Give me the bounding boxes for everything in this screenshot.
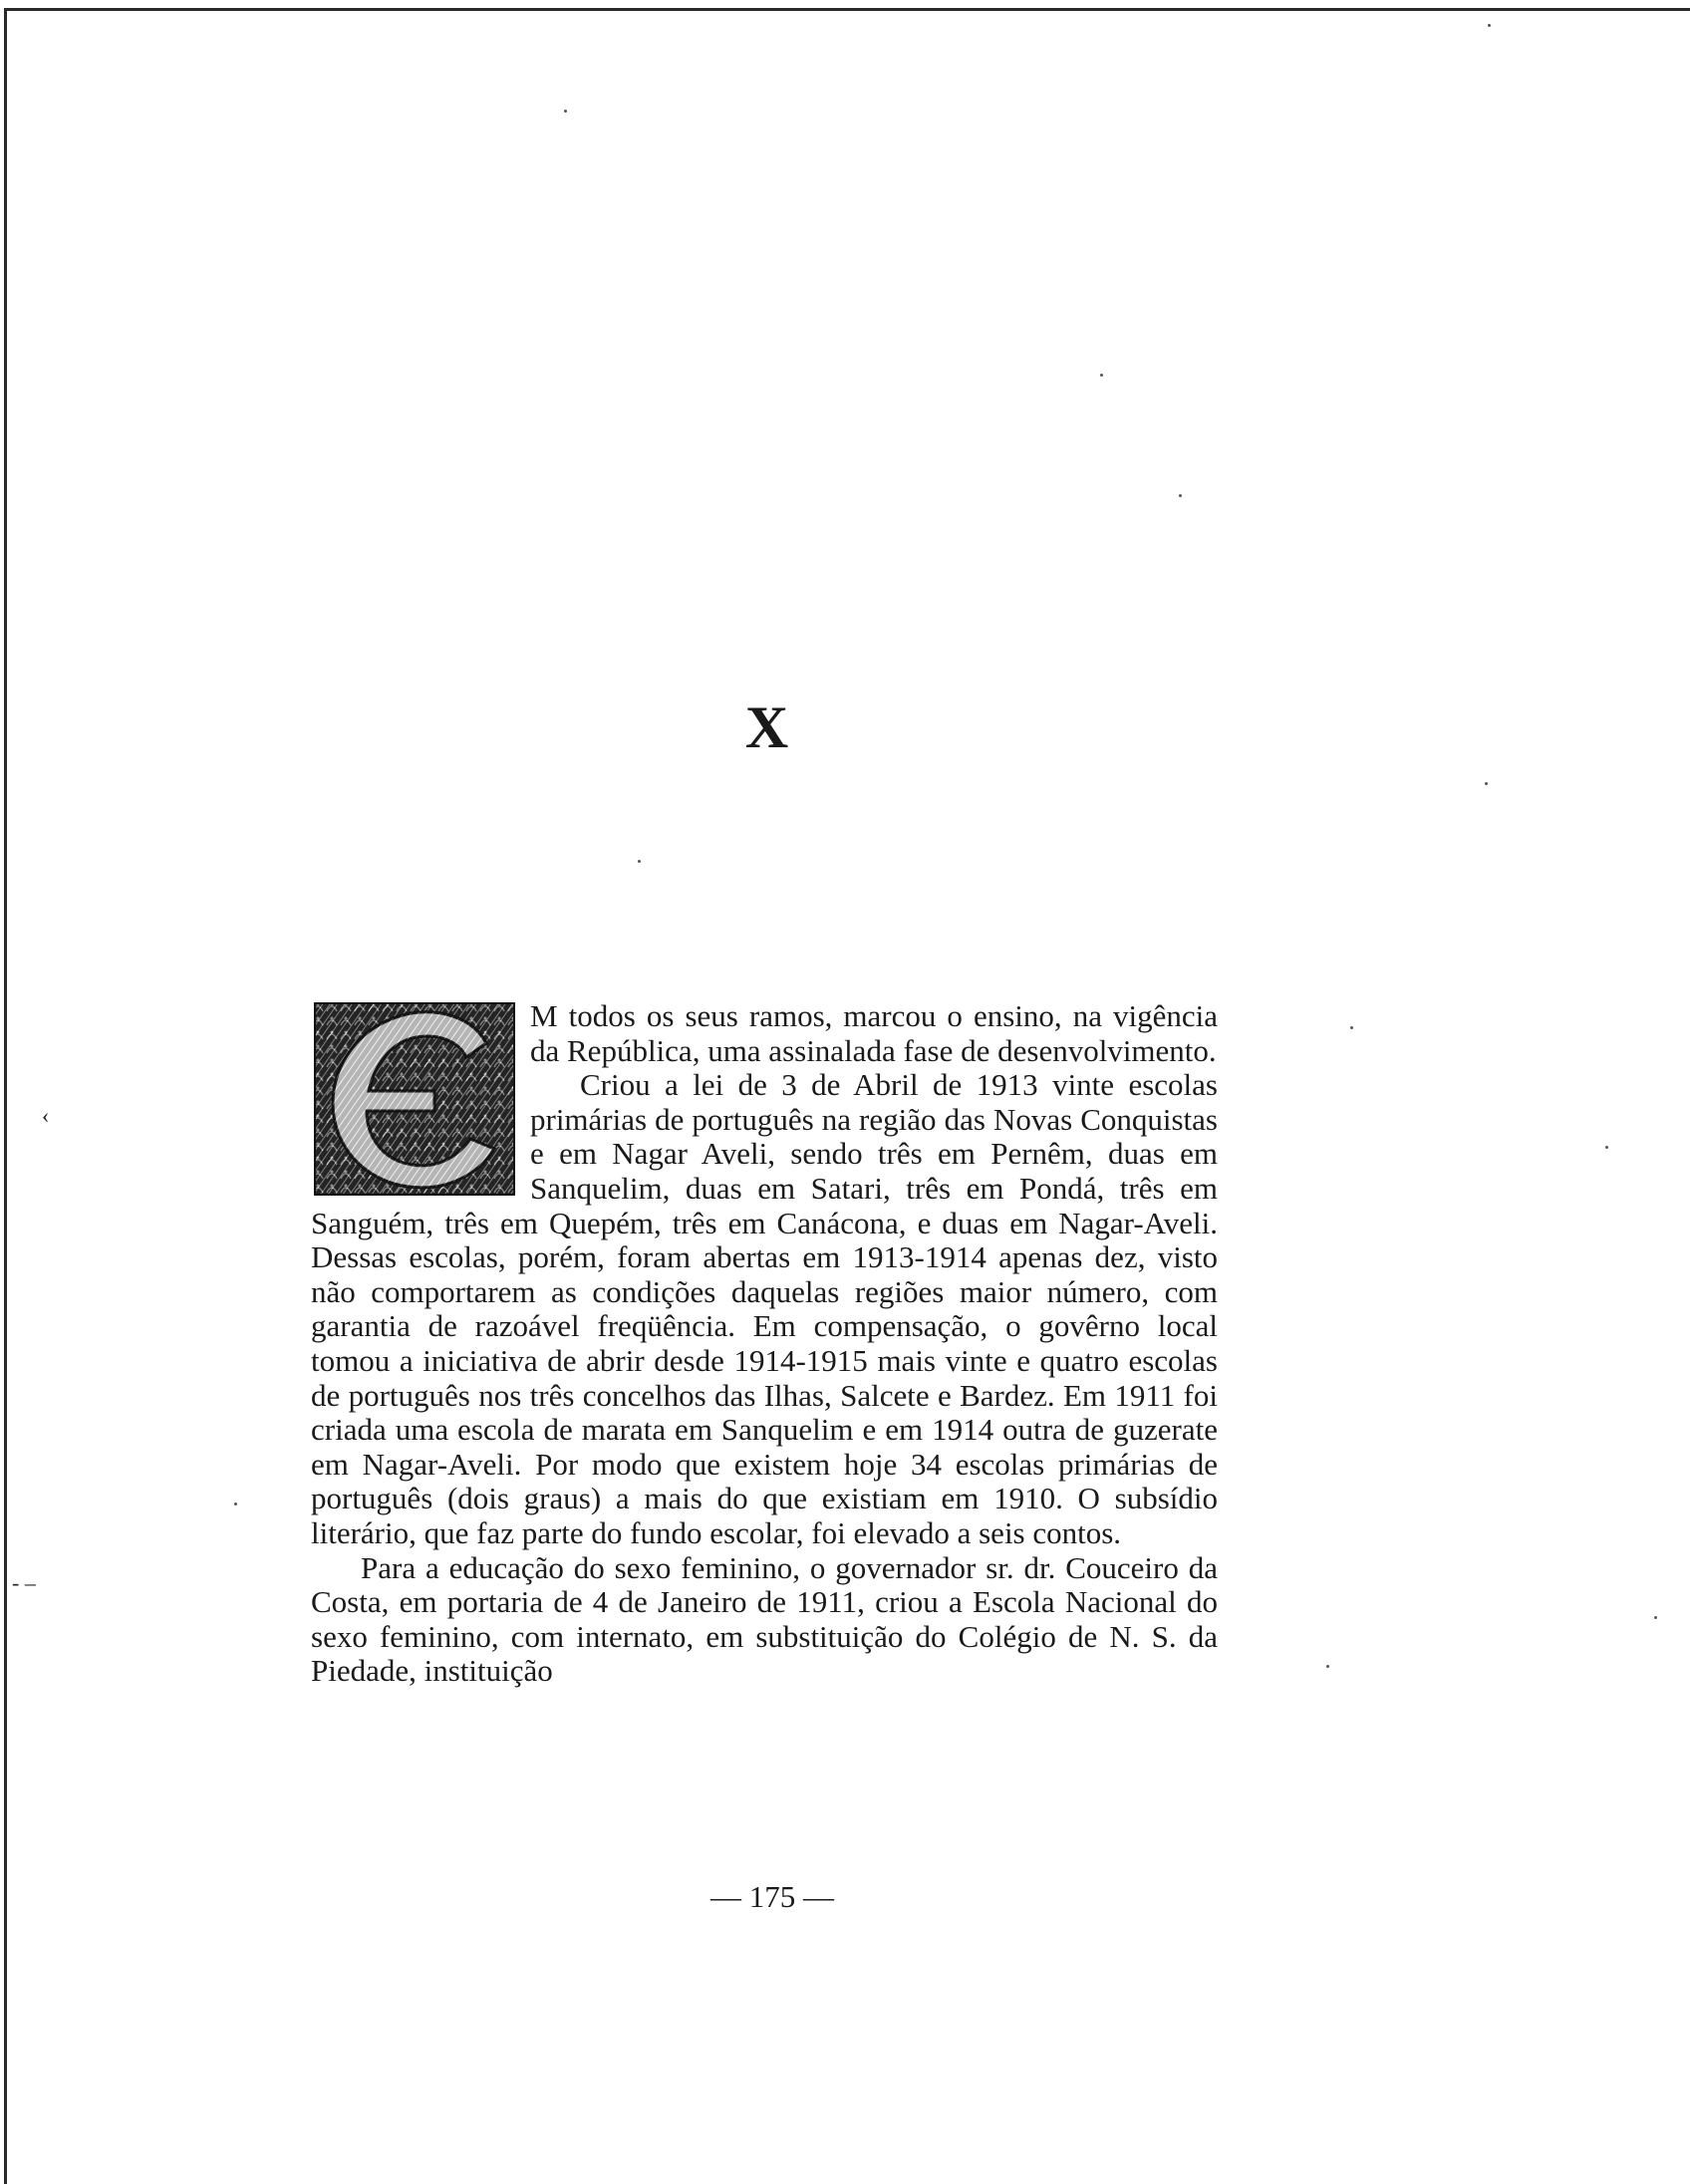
speck (1654, 1616, 1657, 1619)
speck (564, 110, 567, 113)
speck (234, 1502, 237, 1505)
page-left-edge (4, 8, 7, 2184)
dropcap-e-icon (311, 999, 520, 1201)
chapter-heading: X (744, 694, 790, 760)
speck (1488, 24, 1491, 27)
speck (1100, 374, 1103, 377)
margin-mark: ‹ (42, 1103, 50, 1128)
speck (1485, 782, 1488, 785)
page-top-edge (4, 8, 1690, 11)
speck (1326, 1665, 1329, 1668)
speck (1179, 494, 1182, 497)
speck (638, 860, 641, 863)
first-word-rest: M (530, 998, 558, 1033)
paragraph-3: Para a educação do sexo feminino, o governador sr. dr. Couceiro da Costa, em portaria de 4 de Janeiro de 1911, criou a Escola Nacional do sexo feminino, com internato, em substituição do Colégio de N. S. da Piedade, instituição (311, 1549, 1218, 1689)
margin-mark: - – (12, 1570, 36, 1595)
paragraph-2: Criou a lei de 3 de Abril de 1913 vinte escolas primárias de português na região das Novas Conquistas e em Nagar Aveli, sendo três em Pernêm, duas em Sanquelim, duas em Satari, três em Pondá, três em Sanguém, três em Quepém, três em Canácona, e duas em Nagar-Aveli. Dessas escolas, porém, foram abertas em 1913-1914 apenas dez, visto não comportarem as condições daquelas regiões maior número, com garantia de razoável freqüência. Em compensação, o govêrno local tomou a iniciativa de abrir desde 1914-1915 mais vinte e quatro escolas de português nos três concelhos das Ilhas, Salcete e Bardez. Em 1911 foi criada uma escola de marata em Sanquelim e em 1914 outra de guzerate em Nagar-Aveli. Por modo que existem hoje 34 escolas primárias de português (dois graus) a mais do que existiam em 1910. O subsídio literário, que faz parte do fundo escolar, foi elevado a seis contos. (311, 1067, 1218, 1550)
speck (1605, 1146, 1608, 1149)
paragraph-1-text: todos os seus ramos, marcou o ensino, na vigência da República, uma assinalada fase de desenvolvimento. (530, 998, 1218, 1068)
speck (1350, 1026, 1353, 1029)
body-text (311, 999, 1218, 1689)
ornamental-dropcap (311, 999, 520, 1201)
page-number: — 175 — (710, 1879, 834, 1914)
